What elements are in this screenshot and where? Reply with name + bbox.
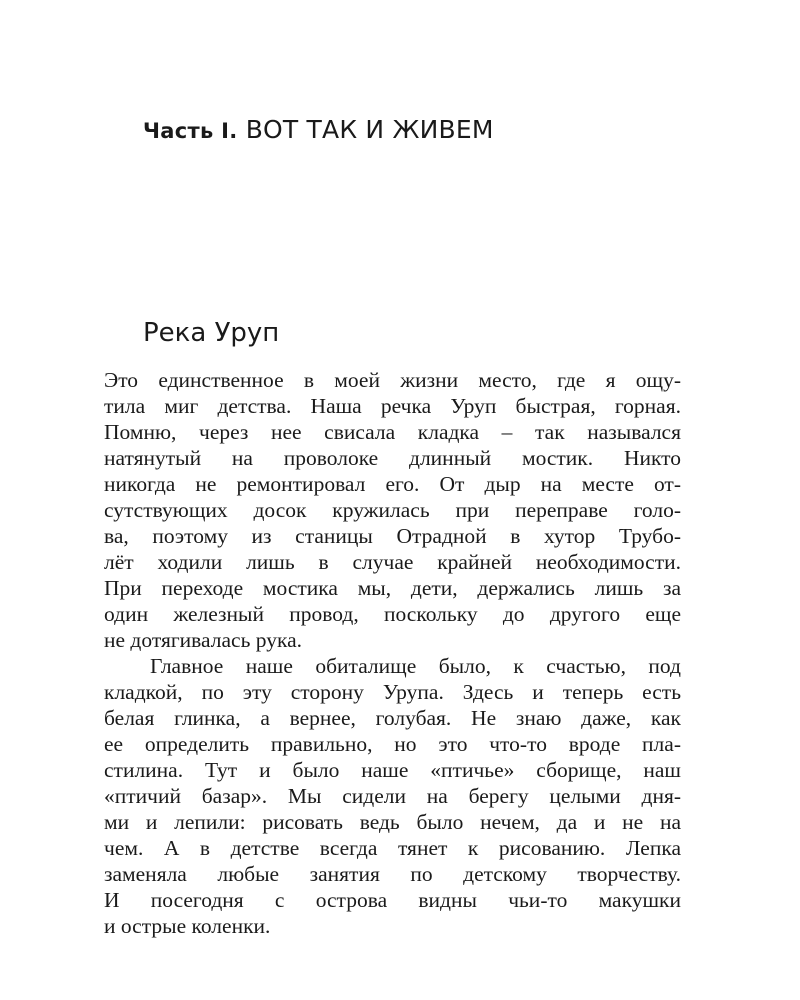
paragraph-1 [104,367,681,653]
part-title: ВОТ ТАК И ЖИВЕМ [245,115,494,144]
text-line: При переходе мостика мы, дети, держались лишь за [104,576,681,600]
text-line: Это единственное в моей жизни место, где я ощу- [104,368,681,392]
text-line: никогда не ремонтировал его. От дыр на месте от- [104,472,681,496]
part-heading [143,114,494,147]
chapter-title: Река Уруп [143,318,280,348]
text-line: лёт ходили лишь в случае крайней необходимости. [104,550,681,574]
text-line: И посегодня с острова видны чьи-то макушки [104,888,681,912]
text-line: Помню, через нее свисала кладка – так назывался [104,420,681,444]
text-line: «птичий базар». Мы сидели на берегу целыми дня- [104,784,681,808]
text-line: ва, поэтому из станицы Отрадной в хутор Трубо- [104,524,681,548]
text-line: тила миг детства. Наша речка Уруп быстрая, горная. [104,394,681,418]
text-line: кладкой, по эту сторону Урупа. Здесь и теперь есть [104,680,681,704]
text-line: ми и лепили: рисовать ведь было нечем, да и не на [104,810,681,834]
body-text [104,367,681,939]
text-line: не дотягивалась рука. [104,628,303,652]
text-line: заменяла любые занятия по детскому творчеству. [104,862,681,886]
text-line: натянутый на проволоке длинный мостик. Никто [104,446,681,470]
text-line: белая глинка, а вернее, голубая. Не знаю даже, как [104,706,681,730]
text-line: и острые коленки. [104,914,271,938]
text-line: ее определить правильно, но это что-то вроде пла- [104,732,681,756]
text-line: один железный провод, поскольку до другого еще [104,602,681,626]
text-line: сутствующих досок кружилась при переправе голо- [104,498,681,522]
paragraph-2 [104,653,681,939]
text-line: стилина. Тут и было наше «птичье» сборище, наш [104,758,681,782]
text-line: чем. А в детстве всегда тянет к рисованию. Лепка [104,836,681,860]
text-line: Главное наше обиталище было, к счастью, под [150,654,681,678]
part-label: Часть I. [143,119,238,143]
